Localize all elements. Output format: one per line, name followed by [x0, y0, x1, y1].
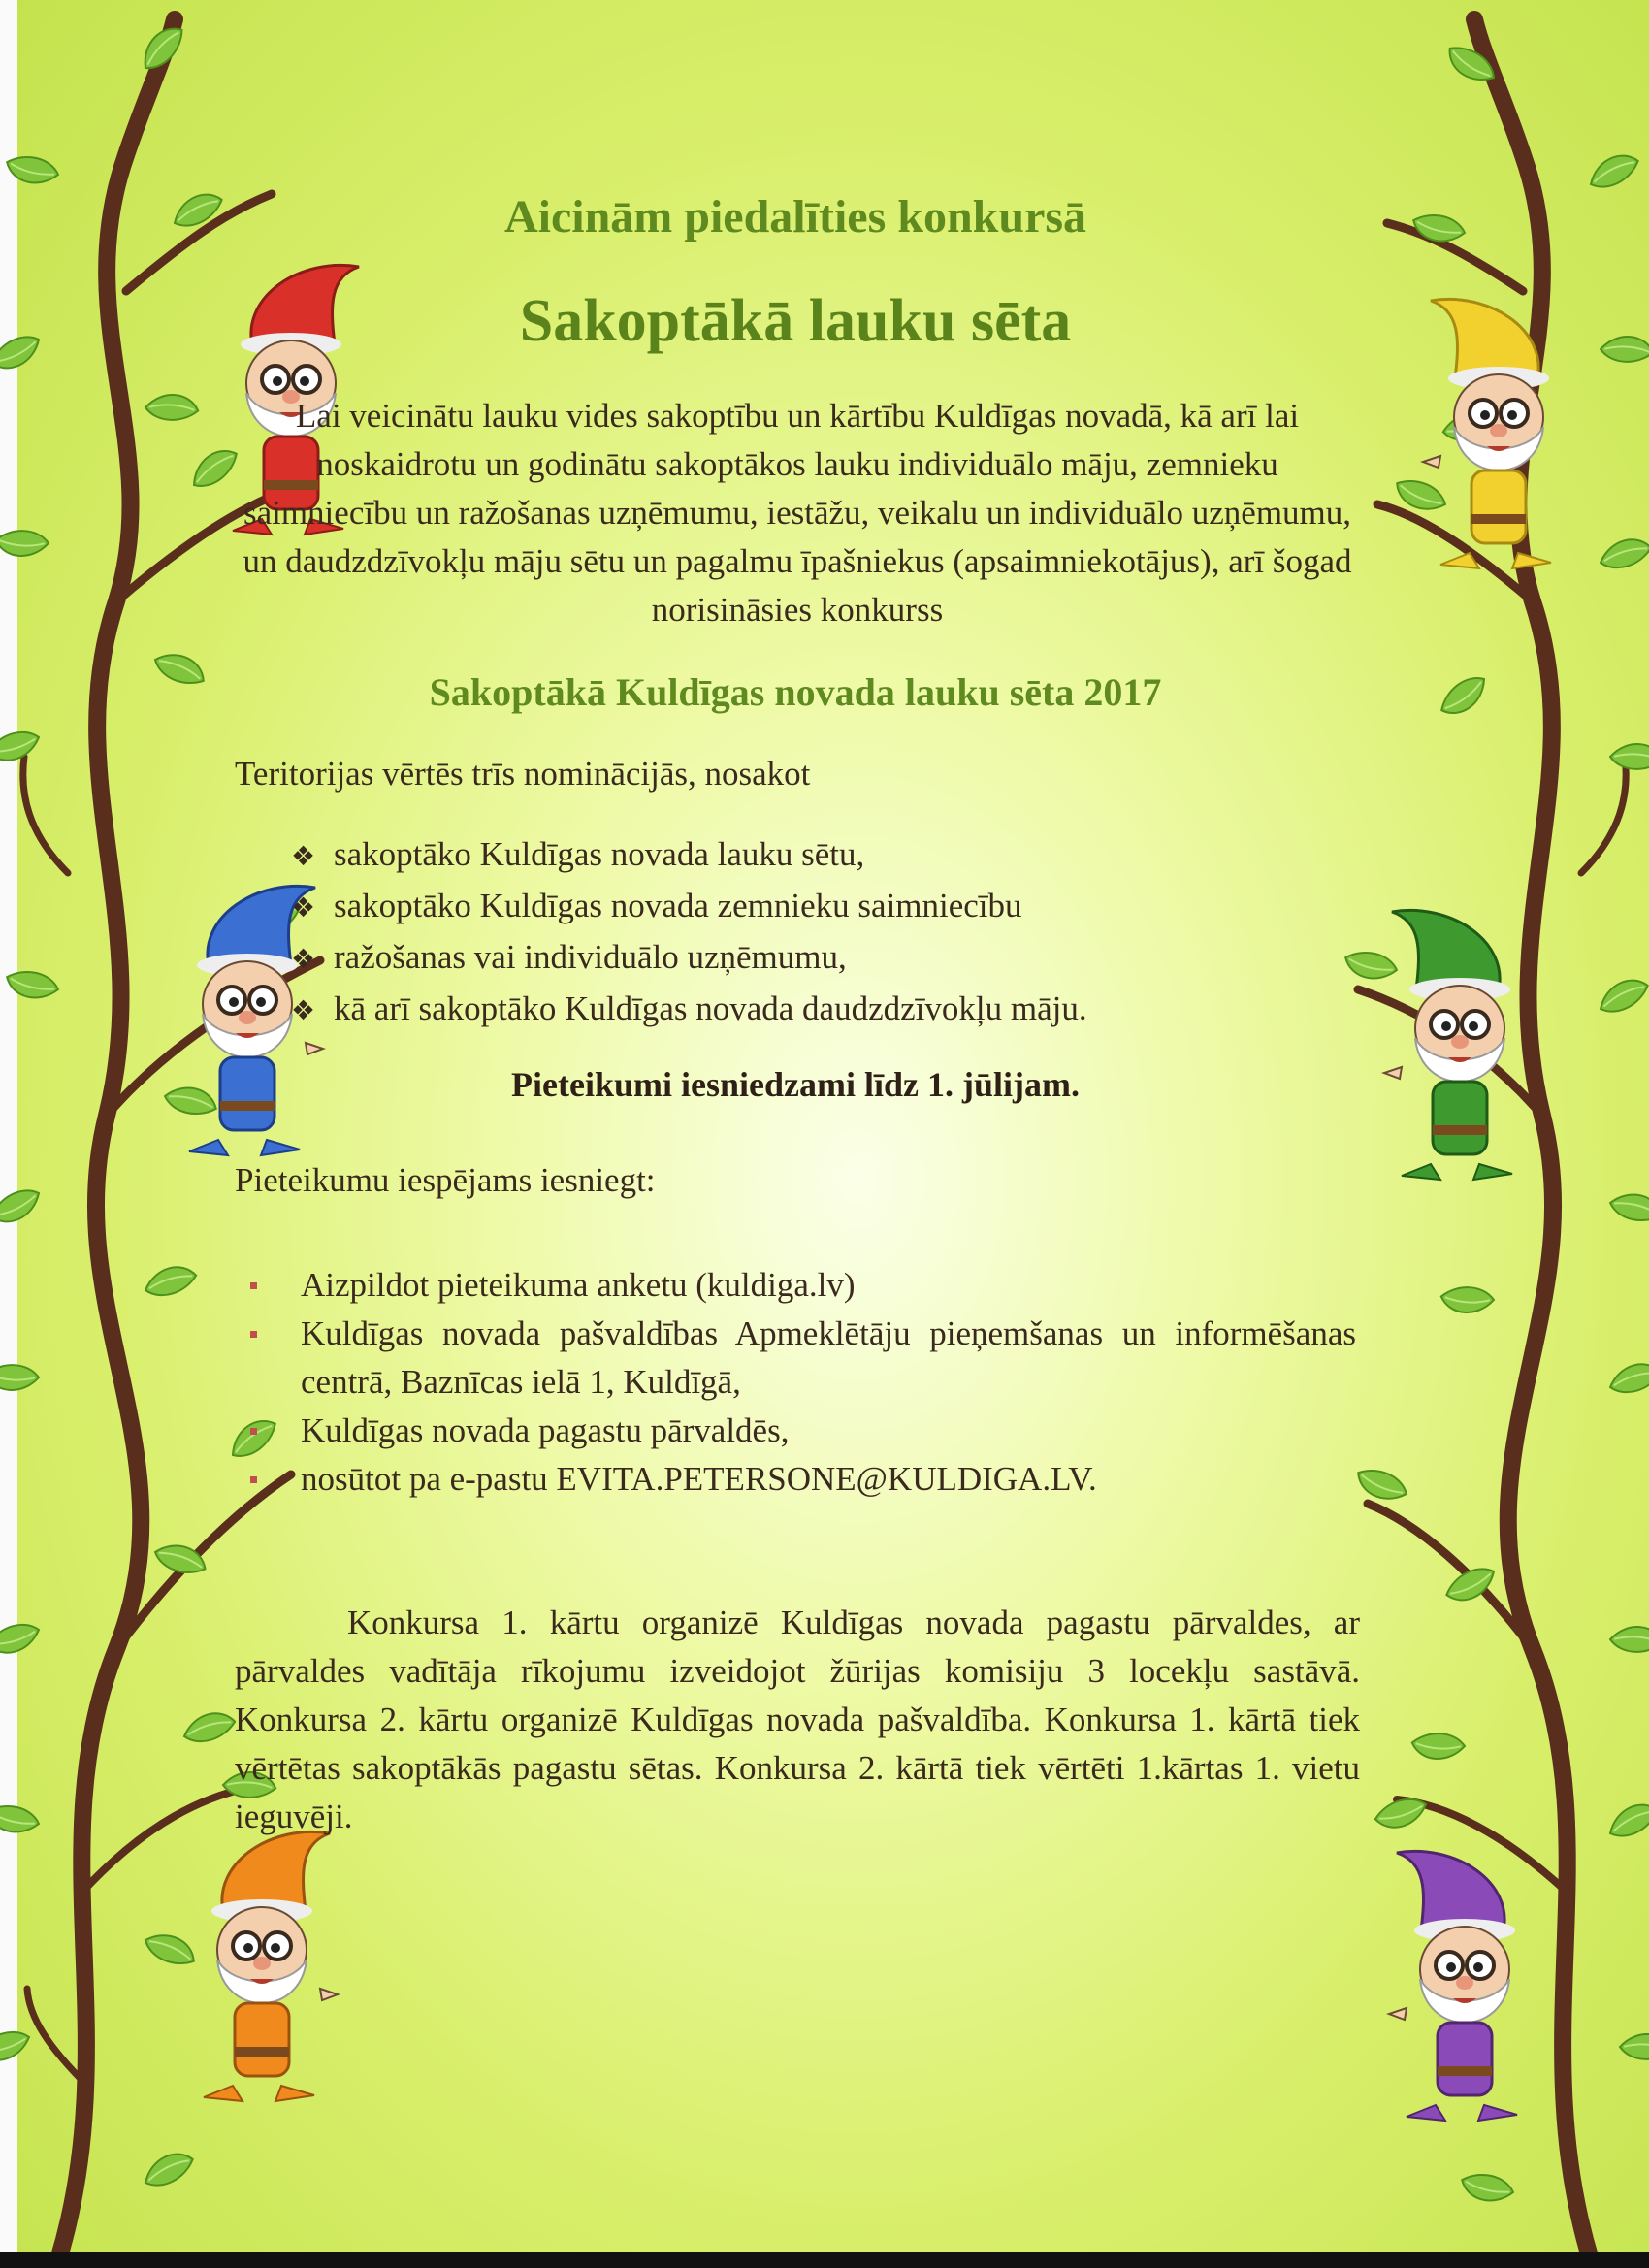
square-bullet-icon	[250, 1282, 257, 1289]
list-item: Kuldīgas novada pašvaldības Apmeklētāju pieņemšanas un informēšanas centrā, Baznīcas ielā 1, Kuldīgā,	[250, 1310, 1356, 1407]
closing-paragraph: Konkursa 1. kārtu organizē Kuldīgas novada pagastu pārvaldes, ar pārvaldes vadītāja rīkojumu izveidojot žūrijas komisiju 3 locekļu sastāvā. Konkursa 2. kārtu organizē Kuldīgas novada pašvaldība. Konkursa 1. kārtā tiek vērtētas sakoptākās pagastu sētas. Konkursa 2. kārtā tiek vērtēti 1.kārtas 1. vietu ieguvēji.	[235, 1604, 1360, 1835]
contest-full-name: Sakoptākā Kuldīgas novada lauku sēta 2017	[429, 670, 1162, 714]
list-item: nosūtot pa e-pastu EVITA.PETERSONE@KULDIGA.LV.	[250, 1455, 1356, 1504]
list-item: ❖ sakoptāko Kuldīgas novada lauku sētu,	[291, 829, 1087, 881]
submission-list	[250, 1261, 1356, 1504]
square-bullet-icon	[250, 1331, 257, 1338]
scan-bottom-edge	[0, 2252, 1649, 2268]
nominations-lead: Teritorijas vērtēs trīs nominācijās, nosakot	[235, 755, 811, 793]
submission-heading: Pieteikumu iespējams iesniegt:	[235, 1161, 656, 1199]
intro-paragraph: Lai veicinātu lauku vides sakoptību un kārtību Kuldīgas novadā, kā arī lai noskaidrotu un godinātu sakoptākos lauku individuālo māju, zemnieku saimniecību un ražošanas uzņēmumu, iestāžu, veikalu un individuālo uzņēmumu, un daudzdzīvokļu māju sētu un pagalmu īpašniekus (apsaimniekotājus), arī šogad norisināsies konkurss	[242, 397, 1352, 629]
nominations-list	[291, 829, 1087, 1035]
diamond-bullet-icon: ❖	[291, 840, 316, 872]
list-item: ❖ kā arī sakoptāko Kuldīgas novada daudzdzīvokļu māju.	[291, 984, 1087, 1035]
deadline-notice: Pieteikumi iesniedzami līdz 1. jūlijam.	[511, 1065, 1080, 1104]
contest-title: Sakoptākā lauku sēta	[519, 288, 1072, 354]
list-item: ❖ ražošanas vai individuālo uzņēmumu,	[291, 932, 1087, 984]
list-item: Kuldīgas novada pagastu pārvaldēs,	[250, 1407, 1356, 1455]
diamond-bullet-icon: ❖	[291, 943, 316, 975]
square-bullet-icon	[250, 1428, 257, 1435]
square-bullet-icon	[250, 1476, 257, 1483]
list-item: ❖ sakoptāko Kuldīgas novada zemnieku saimniecību	[291, 881, 1087, 932]
diamond-bullet-icon: ❖	[291, 994, 316, 1026]
diamond-bullet-icon: ❖	[291, 891, 316, 923]
invite-heading: Aicinām piedalīties konkursā	[503, 191, 1087, 243]
list-item: Aizpildot pieteikuma anketu (kuldiga.lv)	[250, 1261, 1356, 1310]
